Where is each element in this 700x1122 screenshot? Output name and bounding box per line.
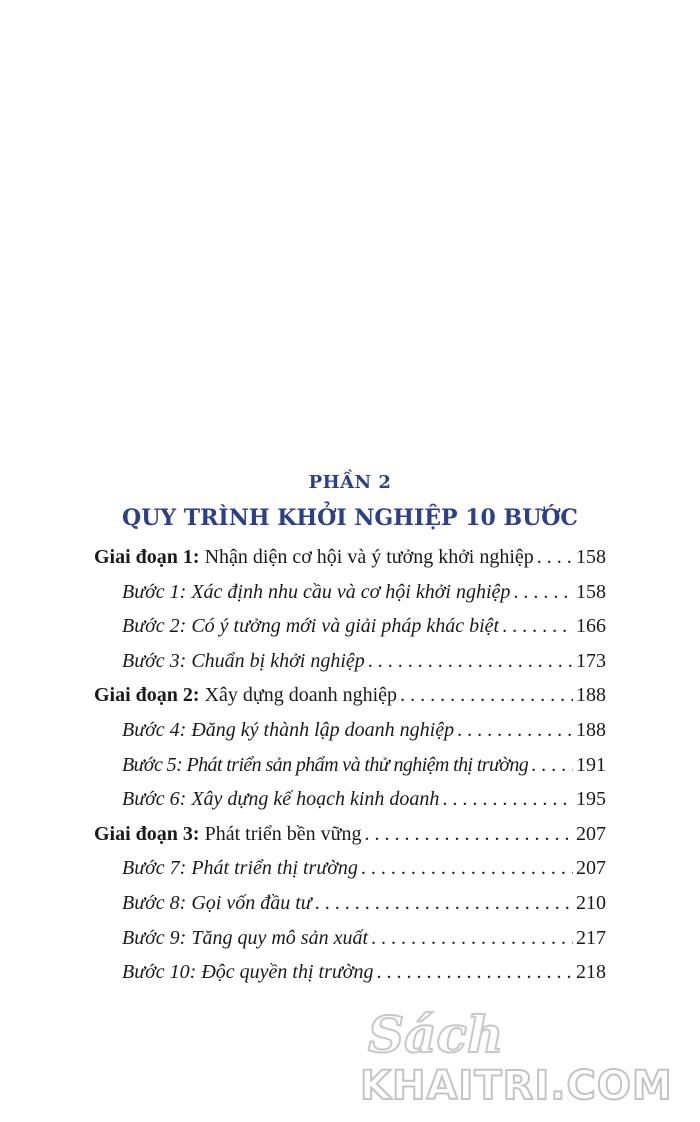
toc-row-step-7 [94,851,606,886]
watermark-script-text: Sách [368,1005,504,1064]
toc-page-number: 158 [576,546,606,568]
table-of-contents [94,540,606,990]
dot-leader [315,886,573,921]
toc-row-step-2 [94,609,606,644]
toc-entry-title: Bước 2: Có ý tưởng mới và giải pháp khác biệt [122,615,500,638]
watermark-domain-text: KHAITRI.COM [360,1063,673,1109]
toc-row-step-10 [94,955,606,990]
toc-page-number: 173 [576,649,606,672]
watermark-logo [360,1005,690,1115]
toc-row-step-5 [94,748,606,783]
toc-page-number: 188 [576,684,606,707]
toc-row-stage-2 [94,678,606,713]
part-title: QUY TRÌNH KHỞI NGHIỆP 10 BƯỚC [122,505,578,531]
dot-leader [442,782,573,817]
toc-page-number: 207 [576,857,606,880]
toc-entry-title: Xây dựng doanh nghiệp [199,684,398,707]
toc-entry-title: Bước 9: Tăng quy mô sản xuất [122,926,368,949]
toc-entry-title: Nhận diện cơ hội và ý tưởng khởi nghiệp [199,546,534,568]
toc-row-step-3 [94,644,606,679]
toc-page-number: 207 [576,822,606,845]
toc-row-step-9 [94,921,606,956]
toc-stage-label: Giai đoạn 1: [94,546,200,568]
toc-page-number: 217 [576,926,606,949]
dot-leader [513,575,573,610]
toc-row-step-6 [94,782,606,817]
toc-page-number: 188 [576,718,606,741]
toc-page-number: 191 [576,753,606,776]
dot-leader [365,817,573,852]
toc-entry-title: Bước 7: Phát triển thị trường [122,857,358,880]
toc-row-step-4 [94,713,606,748]
toc-page-number: 166 [576,615,606,638]
toc-entry-title: Phát triển bền vững [199,822,362,845]
dot-leader [537,540,573,575]
toc-entry-title: Bước 1: Xác định nhu cầu và cơ hội khởi nghiệp [122,580,511,603]
toc-row-stage-1 [94,540,606,575]
toc-row-step-8 [94,886,606,921]
dot-leader [502,609,573,644]
toc-page-number: 218 [576,961,606,984]
toc-entry-title: Bước 5: Phát triển sản phẩm và thử nghiệm thị trường [122,753,529,776]
toc-entry-title: Bước 10: Độc quyền thị trường [122,961,374,984]
dot-leader [457,713,573,748]
toc-page-number: 195 [576,788,606,811]
toc-stage-label: Giai đoạn 3: [94,822,200,845]
dot-leader [368,644,573,679]
dot-leader [376,955,573,990]
toc-row-stage-3 [94,817,606,852]
toc-stage-label: Giai đoạn 2: [94,684,200,707]
toc-entry-title: Bước 3: Chuẩn bị khởi nghiệp [122,649,365,672]
dot-leader [361,851,573,886]
toc-entry-title: Bước 6: Xây dựng kế hoạch kinh doanh [122,788,440,811]
dot-leader [400,678,573,713]
part-label: PHẦN 2 [308,472,392,493]
toc-page-number: 210 [576,891,606,914]
toc-entry-title: Bước 4: Đăng ký thành lập doanh nghiệp [122,718,455,741]
toc-page-number: 158 [576,580,606,603]
dot-leader [531,748,573,783]
dot-leader [371,921,573,956]
toc-row-step-1 [94,575,606,610]
toc-entry-title: Bước 8: Gọi vốn đầu tư [122,891,312,914]
